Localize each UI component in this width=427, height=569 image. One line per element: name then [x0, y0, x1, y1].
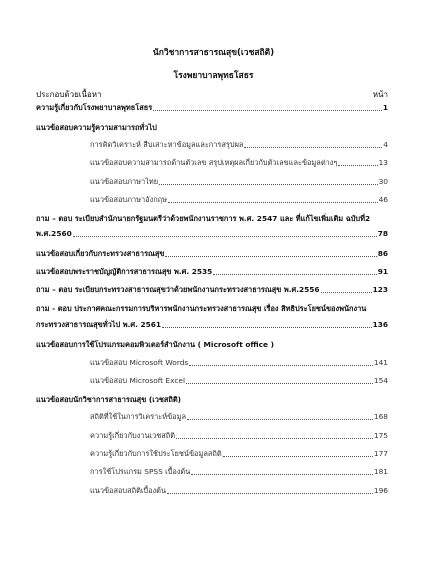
- toc-entry-page: 123: [372, 285, 388, 294]
- toc-entry: [90, 376, 388, 386]
- document-subtitle: โรงพยาบาลพุทธโสธร: [173, 71, 254, 81]
- toc-entry-text: การใช้โปรแกรม SPSS เบื้องต้น: [90, 467, 191, 476]
- toc-entry-text: แนวข้อสอบภาษาอังกฤษ: [90, 195, 168, 204]
- toc-entry: [90, 431, 388, 441]
- toc-entry: [90, 412, 388, 422]
- toc-entry: [90, 358, 388, 368]
- toc-entry-page: 91: [377, 267, 388, 276]
- toc-entry: [36, 285, 388, 295]
- toc-entry-text: ถาม – ตอบ ระเบียบกระทรวงสาธารณสุขว่าด้วยพนักงานกระทรวงสาธารณสุข พ.ศ.2556: [36, 285, 320, 294]
- dot-leader: [244, 146, 382, 148]
- toc-entry-text: ถาม – ตอบ ระเบียบสำนักนายกรัฐมนตรีว่าด้วยพนักงานราชการ พ.ศ. 2547 และ ที่แก้ไขเพิ่มเติม ฉบับที่2: [36, 214, 371, 223]
- toc-entry-page: 46: [378, 195, 388, 204]
- toc-entry: [90, 449, 388, 459]
- dot-leader: [191, 473, 373, 475]
- toc-entry-page: 136: [372, 320, 388, 329]
- dot-leader: [223, 455, 373, 457]
- toc-section-heading: แนวข้อสอบนักวิชาการสาธารณสุข (เวชสถิติ): [36, 395, 182, 404]
- toc-header-page-label: หน้า: [372, 90, 388, 99]
- dot-leader: [168, 201, 378, 203]
- toc-entry-text: แนวข้อสอบ Microsoft Words: [90, 358, 189, 367]
- toc-entry-text: ถาม - ตอบ ประกาศคณะกรรมการบริหารพนักงานกระทรวงสาธารณสุข เรื่อง สิทธิประโยชน์ของพนักงาน: [36, 304, 367, 313]
- toc-entry-page: 4: [383, 140, 388, 149]
- toc-entry-page: 181: [373, 467, 388, 476]
- document-title: นักวิชาการสาธารณสุข(เวชสถิติ): [152, 48, 275, 58]
- toc-entry: [90, 486, 388, 496]
- dot-leader: [338, 164, 377, 166]
- toc-entry-text: ความรู้เกี่ยวกับโรงพยาบาลพุทธโสธร: [36, 103, 153, 112]
- toc-entry-page: 175: [373, 431, 388, 440]
- toc-entry-page: 177: [373, 449, 388, 458]
- toc-entry-text: แนวข้อสอบความสามารถด้านตัวเลข สรุปเหตุผลเกี่ยวกับตัวเลขและข้อมูลต่างๆ: [90, 158, 338, 167]
- toc-entry: [90, 177, 388, 187]
- dot-leader: [189, 364, 373, 366]
- dot-leader: [153, 109, 382, 111]
- dot-leader: [162, 326, 372, 328]
- toc-section-heading: แนวข้อสอบการใช้โปรแกรมคอมพิวเตอร์สำนักงาน ( Microsoft office ): [36, 340, 275, 349]
- toc-entry: [90, 467, 388, 477]
- toc-entry-text: การคิดวิเคราะห์ สืบเสาะหาข้อมูลและการสรุปผล: [90, 140, 244, 149]
- toc-entry-page: 154: [373, 376, 388, 385]
- dot-leader: [73, 235, 377, 237]
- toc-entry-text: แนวข้อสอบพระราชบัญญัติการสาธารณสุข พ.ศ. 2535: [36, 267, 213, 276]
- toc-entry-text: แนวข้อสอบเกี่ยวกับกระทรวงสาธารณสุข: [36, 249, 165, 258]
- dot-leader: [186, 382, 373, 384]
- toc-entry-page: 1: [382, 103, 388, 112]
- toc-entry-page: 196: [373, 486, 388, 495]
- dot-leader: [176, 437, 373, 439]
- toc-entry-page: 78: [377, 229, 388, 238]
- toc-entry-page: 141: [373, 358, 388, 367]
- toc-entry-page: 13: [378, 158, 388, 167]
- toc-entry-text: แนวข้อสอบ Microsoft Excel: [90, 376, 186, 385]
- dot-leader: [167, 492, 373, 494]
- toc-entry-text: แนวข้อสอบภาษาไทย: [90, 177, 159, 186]
- toc-entry-text: กระทรวงสาธารณสุขทั่วไป พ.ศ. 2561: [36, 320, 162, 329]
- dot-leader: [165, 255, 376, 257]
- toc-entry: [36, 249, 388, 259]
- toc-header-label: ประกอบด้วยเนื้อหา: [36, 90, 102, 99]
- toc-entry-page: 86: [377, 249, 388, 258]
- dot-leader: [187, 418, 373, 420]
- toc-entry: [36, 229, 388, 239]
- dot-leader: [159, 183, 378, 185]
- toc-entry-page: 30: [378, 177, 388, 186]
- toc-entry: [90, 158, 388, 168]
- toc-section-heading: แนวข้อสอบความรู้ความสามารถทั่วไป: [36, 123, 157, 132]
- toc-entry: [90, 140, 388, 150]
- toc-entry-text: ความรู้เกี่ยวกับการใช้ประโยชน์ข้อมูลสถิติ: [90, 449, 222, 458]
- toc-entry: [36, 267, 388, 277]
- toc-entry-text: แนวข้อสอบสถิติเบื้องต้น: [90, 486, 166, 495]
- toc-entry: [90, 195, 388, 205]
- dot-leader: [213, 273, 376, 275]
- dot-leader: [321, 291, 372, 293]
- toc-entry-text: ความรู้เกี่ยวกับงานเวชสถิติ: [90, 431, 176, 440]
- toc-header: [36, 88, 388, 101]
- toc-entry-text: สถิติที่ใช้ในการวิเคราะห์ข้อมูล: [90, 412, 187, 421]
- toc-entry-text: พ.ศ.2560: [36, 229, 72, 238]
- toc-entry: [36, 320, 388, 330]
- toc-entry: [36, 103, 388, 113]
- toc-entry-page: 168: [373, 412, 388, 421]
